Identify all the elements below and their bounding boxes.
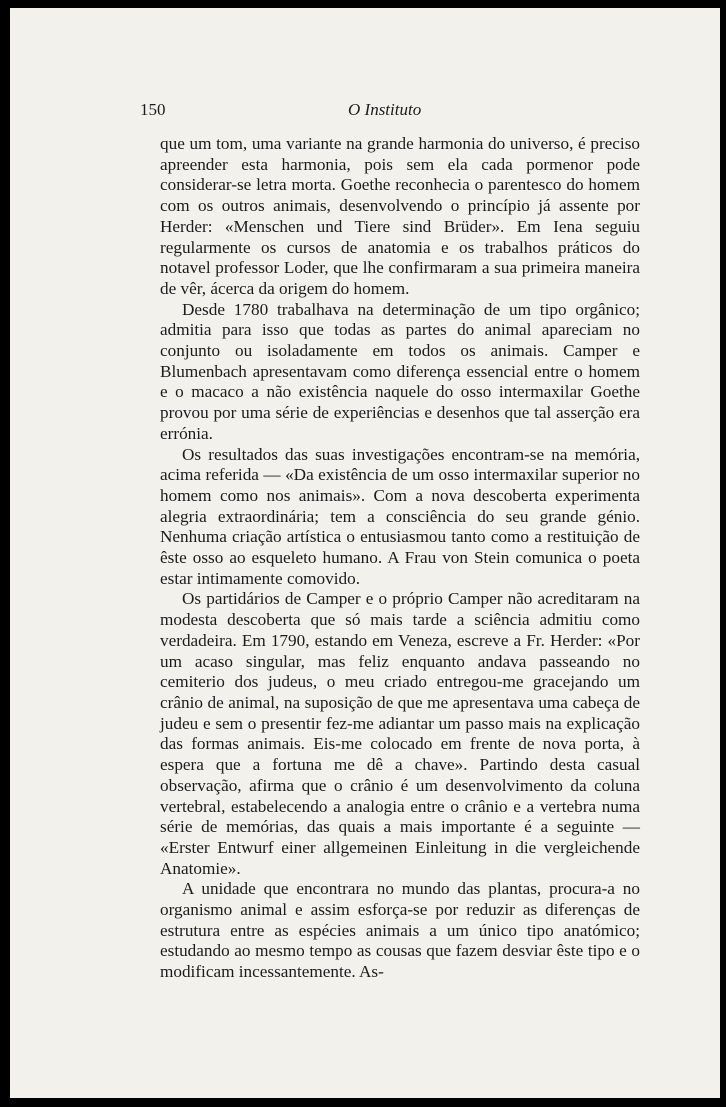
paragraph: Desde 1780 trabalhava na determinação de um tipo orgânico; admitia para isso que todas as partes do animal apareciam no conjunto ou isoladamente em todos os animais. Camper e Blumenbach apresentavam como diferença essencial entre o homem e o macaco a não existência naquele do osso intermaxilar Goethe provou por uma série de experiências e desenhos que tal asserção era errónia.: [160, 299, 640, 443]
running-title: O Instituto: [348, 100, 422, 119]
body-text: [160, 134, 640, 983]
page-number: 150: [140, 100, 166, 119]
paragraph: que um tom, uma variante na grande harmonia do universo, é preciso apreender esta harmonia, pois sem ela cada pormenor pode considerar-se letra morta. Goethe reconhecia o parentesco do homem com os outros animais, desenvolvendo o princípio já assente por Herder: «Menschen und Tiere sind Brüder». Em Iena seguiu regularmente os cursos de anatomia e os trabalhos práticos do notavel professor Loder, que lhe confirmaram a sua primeira maneira de vêr, ácerca da origem do homem.: [160, 134, 640, 298]
paragraph: Os partidários de Camper e o próprio Camper não acreditaram na modesta descoberta que só mais tarde a sciência admitiu como verdadeira. Em 1790, estando em Veneza, escreve a Fr. Herder: «Por um acaso singular, mas feliz enquanto andava passeando no cemiterio dos judeus, o meu criado entregou-me gracejando um crânio de animal, na suposição de que me apresentava uma cabeça de judeu e sem o presentir fez-me adiantar um passo mais na explicação das formas animais. Eis-me colocado em frente de nova porta, à espera que a fortuna me dê a chave». Partindo desta casual observação, afirma que o crânio é um desenvolvimento da coluna vertebral, estabelecendo a analogia entre o crânio e a vertebra numa série de memórias, das quais a mais importante é a seguinte — «Erster Entwurf einer allgemeinen Einleitung in die vergleichende Anatomie».: [160, 589, 640, 878]
page-header: [140, 100, 640, 124]
paragraph: Os resultados das suas investigações encontram-se na memória, acima referida — «Da existência de um osso intermaxilar superior no homem como nos animais». Com a nova descoberta experimenta alegria extraordinária; tem a consciência do seu grande génio. Nenhuma criação artística o entusiasmou tanto como a restituição de êste osso ao esqueleto humano. A Frau von Stein comunica o poeta estar intimamente comovido.: [160, 444, 640, 588]
paragraph: A unidade que encontrara no mundo das plantas, procura-a no organismo animal e assim esforça-se por reduzir as diferenças de estrutura entre as espécies animais a um único tipo anatómico; estudando ao mesmo tempo as cousas que fazem desviar êste tipo e o modificam incessantemente. As-: [160, 879, 640, 982]
book-page: [10, 8, 720, 1098]
